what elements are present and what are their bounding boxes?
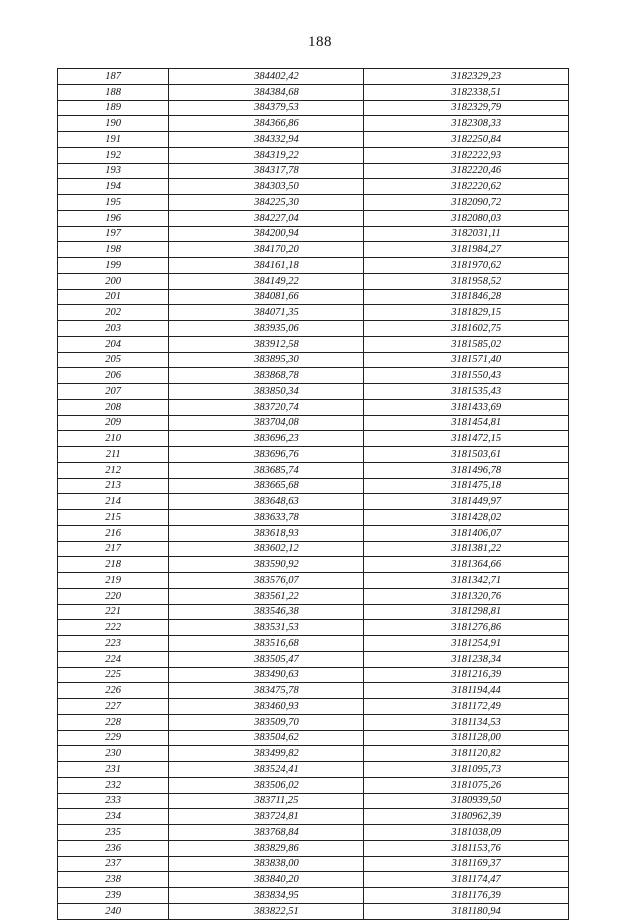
y-coordinate-cell: 3181075,26 bbox=[364, 777, 569, 793]
table-row bbox=[58, 147, 569, 163]
x-coordinate-cell: 383602,12 bbox=[169, 541, 364, 557]
point-number-cell: 205 bbox=[58, 352, 169, 368]
table-row bbox=[58, 856, 569, 872]
x-coordinate-cell: 383509,70 bbox=[169, 714, 364, 730]
y-coordinate-cell: 3181095,73 bbox=[364, 762, 569, 778]
y-coordinate-cell: 3181475,18 bbox=[364, 478, 569, 494]
x-coordinate-cell: 384379,53 bbox=[169, 100, 364, 116]
table-row bbox=[58, 258, 569, 274]
point-number-cell: 214 bbox=[58, 494, 169, 510]
point-number-cell: 199 bbox=[58, 258, 169, 274]
table-row bbox=[58, 69, 569, 85]
y-coordinate-cell: 3181472,15 bbox=[364, 431, 569, 447]
y-coordinate-cell: 3181172,49 bbox=[364, 699, 569, 715]
table-row bbox=[58, 336, 569, 352]
point-number-cell: 239 bbox=[58, 888, 169, 904]
table-row bbox=[58, 541, 569, 557]
point-number-cell: 198 bbox=[58, 242, 169, 258]
table-row bbox=[58, 620, 569, 636]
point-number-cell: 190 bbox=[58, 116, 169, 132]
point-number-cell: 226 bbox=[58, 683, 169, 699]
x-coordinate-cell: 384303,50 bbox=[169, 179, 364, 195]
x-coordinate-cell: 383561,22 bbox=[169, 588, 364, 604]
x-coordinate-cell: 383460,93 bbox=[169, 699, 364, 715]
x-coordinate-cell: 383724,81 bbox=[169, 809, 364, 825]
table-row bbox=[58, 226, 569, 242]
table-row bbox=[58, 478, 569, 494]
point-number-cell: 215 bbox=[58, 510, 169, 526]
x-coordinate-cell: 384384,68 bbox=[169, 84, 364, 100]
point-number-cell: 193 bbox=[58, 163, 169, 179]
y-coordinate-cell: 3181298,81 bbox=[364, 604, 569, 620]
y-coordinate-cell: 3181846,28 bbox=[364, 289, 569, 305]
table-row bbox=[58, 762, 569, 778]
y-coordinate-cell: 3181320,76 bbox=[364, 588, 569, 604]
y-coordinate-cell: 3181238,34 bbox=[364, 651, 569, 667]
y-coordinate-cell: 3181194,44 bbox=[364, 683, 569, 699]
x-coordinate-cell: 383768,84 bbox=[169, 825, 364, 841]
y-coordinate-cell: 3181496,78 bbox=[364, 462, 569, 478]
y-coordinate-cell: 3181276,86 bbox=[364, 620, 569, 636]
y-coordinate-cell: 3181174,47 bbox=[364, 872, 569, 888]
point-number-cell: 223 bbox=[58, 636, 169, 652]
point-number-cell: 236 bbox=[58, 840, 169, 856]
point-number-cell: 225 bbox=[58, 667, 169, 683]
y-coordinate-cell: 3181958,52 bbox=[364, 273, 569, 289]
y-coordinate-cell: 3180962,39 bbox=[364, 809, 569, 825]
table-row bbox=[58, 825, 569, 841]
point-number-cell: 208 bbox=[58, 399, 169, 415]
point-number-cell: 219 bbox=[58, 573, 169, 589]
y-coordinate-cell: 3181364,66 bbox=[364, 557, 569, 573]
table-row bbox=[58, 699, 569, 715]
x-coordinate-cell: 383868,78 bbox=[169, 368, 364, 384]
table-row bbox=[58, 777, 569, 793]
x-coordinate-cell: 383895,30 bbox=[169, 352, 364, 368]
point-number-cell: 238 bbox=[58, 872, 169, 888]
y-coordinate-cell: 3182329,79 bbox=[364, 100, 569, 116]
point-number-cell: 232 bbox=[58, 777, 169, 793]
y-coordinate-cell: 3182308,33 bbox=[364, 116, 569, 132]
point-number-cell: 187 bbox=[58, 69, 169, 85]
x-coordinate-cell: 384071,35 bbox=[169, 305, 364, 321]
table-row bbox=[58, 525, 569, 541]
y-coordinate-cell: 3182338,51 bbox=[364, 84, 569, 100]
point-number-cell: 235 bbox=[58, 825, 169, 841]
x-coordinate-cell: 383618,93 bbox=[169, 525, 364, 541]
x-coordinate-cell: 383490,63 bbox=[169, 667, 364, 683]
point-number-cell: 227 bbox=[58, 699, 169, 715]
table-row bbox=[58, 399, 569, 415]
x-coordinate-cell: 384366,86 bbox=[169, 116, 364, 132]
x-coordinate-cell: 383546,38 bbox=[169, 604, 364, 620]
table-row bbox=[58, 84, 569, 100]
table-row bbox=[58, 305, 569, 321]
y-coordinate-cell: 3182220,62 bbox=[364, 179, 569, 195]
y-coordinate-cell: 3181134,53 bbox=[364, 714, 569, 730]
point-number-cell: 222 bbox=[58, 620, 169, 636]
x-coordinate-cell: 383935,06 bbox=[169, 321, 364, 337]
table-row bbox=[58, 651, 569, 667]
point-number-cell: 230 bbox=[58, 746, 169, 762]
point-number-cell: 221 bbox=[58, 604, 169, 620]
point-number-cell: 213 bbox=[58, 478, 169, 494]
point-number-cell: 196 bbox=[58, 210, 169, 226]
y-coordinate-cell: 3181602,75 bbox=[364, 321, 569, 337]
x-coordinate-cell: 384317,78 bbox=[169, 163, 364, 179]
y-coordinate-cell: 3182250,84 bbox=[364, 132, 569, 148]
table-row bbox=[58, 903, 569, 919]
y-coordinate-cell: 3181449,97 bbox=[364, 494, 569, 510]
x-coordinate-cell: 384225,30 bbox=[169, 195, 364, 211]
point-number-cell: 200 bbox=[58, 273, 169, 289]
point-number-cell: 207 bbox=[58, 384, 169, 400]
x-coordinate-cell: 383531,53 bbox=[169, 620, 364, 636]
y-coordinate-cell: 3181038,09 bbox=[364, 825, 569, 841]
x-coordinate-cell: 383499,82 bbox=[169, 746, 364, 762]
y-coordinate-cell: 3182080,03 bbox=[364, 210, 569, 226]
table-row bbox=[58, 447, 569, 463]
table-row bbox=[58, 100, 569, 116]
point-number-cell: 195 bbox=[58, 195, 169, 211]
table-row bbox=[58, 210, 569, 226]
y-coordinate-cell: 3181984,27 bbox=[364, 242, 569, 258]
point-number-cell: 217 bbox=[58, 541, 169, 557]
table-row bbox=[58, 636, 569, 652]
y-coordinate-cell: 3182220,46 bbox=[364, 163, 569, 179]
y-coordinate-cell: 3181176,39 bbox=[364, 888, 569, 904]
table-row bbox=[58, 462, 569, 478]
table-row bbox=[58, 667, 569, 683]
point-number-cell: 192 bbox=[58, 147, 169, 163]
x-coordinate-cell: 383504,62 bbox=[169, 730, 364, 746]
x-coordinate-cell: 383838,00 bbox=[169, 856, 364, 872]
y-coordinate-cell: 3182031,11 bbox=[364, 226, 569, 242]
x-coordinate-cell: 384200,94 bbox=[169, 226, 364, 242]
table-row bbox=[58, 746, 569, 762]
table-row bbox=[58, 714, 569, 730]
table-row bbox=[58, 494, 569, 510]
x-coordinate-cell: 383834,95 bbox=[169, 888, 364, 904]
y-coordinate-cell: 3182222,93 bbox=[364, 147, 569, 163]
table-row bbox=[58, 289, 569, 305]
table-row bbox=[58, 730, 569, 746]
point-number-cell: 194 bbox=[58, 179, 169, 195]
y-coordinate-cell: 3181585,02 bbox=[364, 336, 569, 352]
point-number-cell: 189 bbox=[58, 100, 169, 116]
y-coordinate-cell: 3181216,39 bbox=[364, 667, 569, 683]
y-coordinate-cell: 3181550,43 bbox=[364, 368, 569, 384]
y-coordinate-cell: 3181381,22 bbox=[364, 541, 569, 557]
point-number-cell: 234 bbox=[58, 809, 169, 825]
x-coordinate-cell: 383696,23 bbox=[169, 431, 364, 447]
x-coordinate-cell: 383516,68 bbox=[169, 636, 364, 652]
table-row bbox=[58, 809, 569, 825]
y-coordinate-cell: 3181406,07 bbox=[364, 525, 569, 541]
point-number-cell: 212 bbox=[58, 462, 169, 478]
table-row bbox=[58, 604, 569, 620]
x-coordinate-cell: 383685,74 bbox=[169, 462, 364, 478]
table-row bbox=[58, 557, 569, 573]
point-number-cell: 237 bbox=[58, 856, 169, 872]
table-row bbox=[58, 132, 569, 148]
y-coordinate-cell: 3181342,71 bbox=[364, 573, 569, 589]
point-number-cell: 206 bbox=[58, 368, 169, 384]
x-coordinate-cell: 384081,66 bbox=[169, 289, 364, 305]
y-coordinate-cell: 3181428,02 bbox=[364, 510, 569, 526]
table-row bbox=[58, 179, 569, 195]
x-coordinate-cell: 383720,74 bbox=[169, 399, 364, 415]
point-number-cell: 233 bbox=[58, 793, 169, 809]
coordinates-table-wrapper bbox=[57, 68, 569, 920]
x-coordinate-cell: 383648,63 bbox=[169, 494, 364, 510]
coordinates-table bbox=[57, 68, 569, 920]
point-number-cell: 209 bbox=[58, 415, 169, 431]
y-coordinate-cell: 3181128,00 bbox=[364, 730, 569, 746]
point-number-cell: 197 bbox=[58, 226, 169, 242]
point-number-cell: 229 bbox=[58, 730, 169, 746]
point-number-cell: 240 bbox=[58, 903, 169, 919]
point-number-cell: 211 bbox=[58, 447, 169, 463]
table-row bbox=[58, 163, 569, 179]
x-coordinate-cell: 383505,47 bbox=[169, 651, 364, 667]
table-row bbox=[58, 573, 569, 589]
y-coordinate-cell: 3181120,82 bbox=[364, 746, 569, 762]
y-coordinate-cell: 3181535,43 bbox=[364, 384, 569, 400]
y-coordinate-cell: 3181180,94 bbox=[364, 903, 569, 919]
table-row bbox=[58, 195, 569, 211]
y-coordinate-cell: 3181454,81 bbox=[364, 415, 569, 431]
x-coordinate-cell: 383590,92 bbox=[169, 557, 364, 573]
x-coordinate-cell: 383576,07 bbox=[169, 573, 364, 589]
point-number-cell: 188 bbox=[58, 84, 169, 100]
table-row bbox=[58, 872, 569, 888]
x-coordinate-cell: 384170,20 bbox=[169, 242, 364, 258]
y-coordinate-cell: 3181433,69 bbox=[364, 399, 569, 415]
point-number-cell: 202 bbox=[58, 305, 169, 321]
table-row bbox=[58, 415, 569, 431]
table-row bbox=[58, 510, 569, 526]
y-coordinate-cell: 3181829,15 bbox=[364, 305, 569, 321]
point-number-cell: 220 bbox=[58, 588, 169, 604]
table-row bbox=[58, 384, 569, 400]
y-coordinate-cell: 3182090,72 bbox=[364, 195, 569, 211]
point-number-cell: 216 bbox=[58, 525, 169, 541]
x-coordinate-cell: 383475,78 bbox=[169, 683, 364, 699]
y-coordinate-cell: 3180939,50 bbox=[364, 793, 569, 809]
table-row bbox=[58, 352, 569, 368]
y-coordinate-cell: 3181254,91 bbox=[364, 636, 569, 652]
y-coordinate-cell: 3181970,62 bbox=[364, 258, 569, 274]
x-coordinate-cell: 383711,25 bbox=[169, 793, 364, 809]
x-coordinate-cell: 383850,34 bbox=[169, 384, 364, 400]
x-coordinate-cell: 384161,18 bbox=[169, 258, 364, 274]
point-number-cell: 228 bbox=[58, 714, 169, 730]
table-row bbox=[58, 242, 569, 258]
x-coordinate-cell: 383696,76 bbox=[169, 447, 364, 463]
table-row bbox=[58, 368, 569, 384]
x-coordinate-cell: 383506,02 bbox=[169, 777, 364, 793]
y-coordinate-cell: 3181571,40 bbox=[364, 352, 569, 368]
x-coordinate-cell: 383665,68 bbox=[169, 478, 364, 494]
x-coordinate-cell: 383524,41 bbox=[169, 762, 364, 778]
page-number: 188 bbox=[308, 34, 332, 50]
y-coordinate-cell: 3182329,23 bbox=[364, 69, 569, 85]
point-number-cell: 191 bbox=[58, 132, 169, 148]
y-coordinate-cell: 3181169,37 bbox=[364, 856, 569, 872]
table-row bbox=[58, 888, 569, 904]
table-row bbox=[58, 840, 569, 856]
point-number-cell: 201 bbox=[58, 289, 169, 305]
x-coordinate-cell: 383912,58 bbox=[169, 336, 364, 352]
x-coordinate-cell: 383822,51 bbox=[169, 903, 364, 919]
point-number-cell: 204 bbox=[58, 336, 169, 352]
table-row bbox=[58, 683, 569, 699]
x-coordinate-cell: 383633,78 bbox=[169, 510, 364, 526]
x-coordinate-cell: 384149,22 bbox=[169, 273, 364, 289]
x-coordinate-cell: 384402,42 bbox=[169, 69, 364, 85]
coordinates-table-body bbox=[58, 69, 569, 920]
point-number-cell: 231 bbox=[58, 762, 169, 778]
table-row bbox=[58, 431, 569, 447]
point-number-cell: 218 bbox=[58, 557, 169, 573]
x-coordinate-cell: 383829,86 bbox=[169, 840, 364, 856]
x-coordinate-cell: 384319,22 bbox=[169, 147, 364, 163]
x-coordinate-cell: 384227,04 bbox=[169, 210, 364, 226]
table-row bbox=[58, 793, 569, 809]
point-number-cell: 224 bbox=[58, 651, 169, 667]
table-row bbox=[58, 273, 569, 289]
table-row bbox=[58, 116, 569, 132]
y-coordinate-cell: 3181153,76 bbox=[364, 840, 569, 856]
x-coordinate-cell: 383840,20 bbox=[169, 872, 364, 888]
x-coordinate-cell: 384332,94 bbox=[169, 132, 364, 148]
x-coordinate-cell: 383704,08 bbox=[169, 415, 364, 431]
y-coordinate-cell: 3181503,61 bbox=[364, 447, 569, 463]
point-number-cell: 210 bbox=[58, 431, 169, 447]
table-row bbox=[58, 321, 569, 337]
table-row bbox=[58, 588, 569, 604]
point-number-cell: 203 bbox=[58, 321, 169, 337]
